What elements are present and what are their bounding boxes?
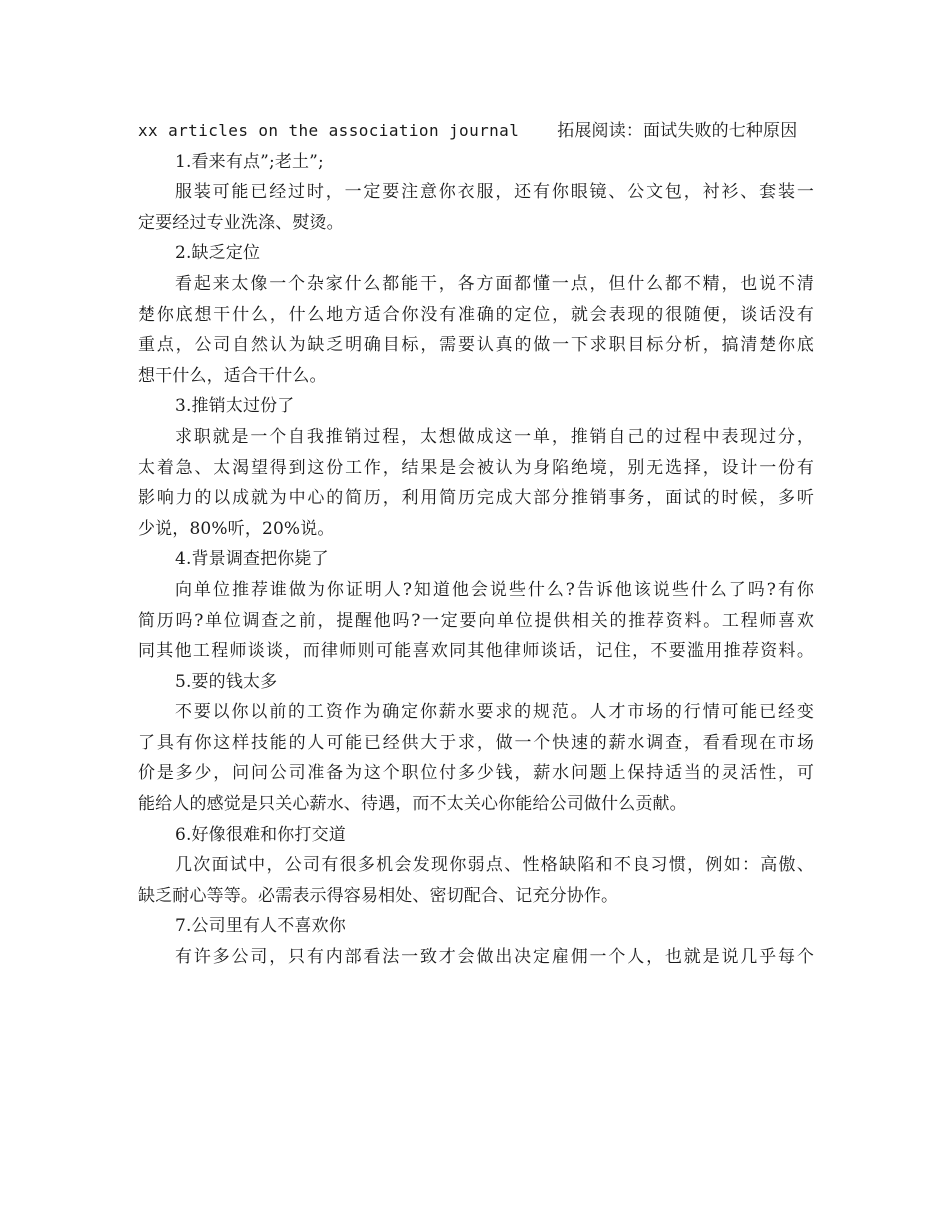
paragraph-line: 了具有你这样技能的人可能已经供大于求，做一个快速的薪水调查，看看现在市场 <box>138 732 814 753</box>
section-heading: 5.要的钱太多 <box>175 671 278 692</box>
paragraph-line: 服装可能已经过时，一定要注意你衣服，还有你眼镜、公文包，衬衫、套装一 <box>175 182 814 203</box>
paragraph-line: 楚你底想干什么，什么地方适合你没有准确的定位，就会表现的很随便，谈话没有 <box>138 304 814 325</box>
section-heading: 7.公司里有人不喜欢你 <box>175 916 346 937</box>
section-heading: 4.背景调查把你毙了 <box>175 549 329 570</box>
paragraph-line: 同其他工程师谈谈，而律师则可能喜欢同其他律师谈话，记住，不要滥用推荐资料。 <box>138 641 814 662</box>
section-heading: 3.推销太过份了 <box>175 396 295 417</box>
journal-header: xx articles on the association journal <box>138 121 520 140</box>
paragraph-line: 求职就是一个自我推销过程，太想做成这一单，推销自己的过程中表现过分， <box>175 426 814 447</box>
paragraph-line: 少说，80%听，20%说。 <box>138 518 335 539</box>
article-title: 拓展阅读：面试失败的七种原因 <box>557 121 798 141</box>
paragraph-lines <box>138 147 814 973</box>
paragraph-line: 缺乏耐心等等。必需表示得容易相处、密切配合、记充分协作。 <box>138 885 619 906</box>
paragraph-line: 看起来太像一个杂家什么都能干，各方面都懂一点，但什么都不精，也说不清 <box>175 273 814 294</box>
paragraph-line: 想干什么，适合干什么。 <box>138 365 327 386</box>
paragraph-line: 影响力的以成就为中心的简历，利用简历完成大部分推销事务，面试的时候，多听 <box>138 488 814 509</box>
section-heading: 1.看来有点”;老土”; <box>175 151 324 172</box>
paragraph-line: 几次面试中，公司有很多机会发现你弱点、性格缺陷和不良习惯，例如：高傲、 <box>175 855 814 876</box>
document-body <box>138 116 814 973</box>
paragraph-line: 价是多少，问问公司准备为这个职位付多少钱，薪水问题上保持适当的灵活性，可 <box>138 763 814 784</box>
document-header-line <box>138 116 814 147</box>
section-heading: 2.缺乏定位 <box>175 243 261 264</box>
paragraph-line: 简历吗?单位调查之前，提醒他吗?一定要向单位提供相关的推荐资料。工程师喜欢 <box>138 610 814 631</box>
paragraph-line: 太着急、太渴望得到这份工作，结果是会被认为身陷绝境，别无选择，设计一份有 <box>138 457 814 478</box>
paragraph-line: 重点，公司自然认为缺乏明确目标，需要认真的做一下求职目标分析，搞清楚你底 <box>138 335 814 356</box>
paragraph-line: 向单位推荐谁做为你证明人?知道他会说些什么?告诉他该说些什么了吗?有你 <box>175 579 814 600</box>
paragraph-line: 不要以你以前的工资作为确定你薪水要求的规范。人才市场的行情可能已经变 <box>175 702 814 723</box>
paragraph-line: 能给人的感觉是只关心薪水、待遇，而不太关心你能给公司做什么贡献。 <box>138 794 687 815</box>
paragraph-line: 有许多公司，只有内部看法一致才会做出决定雇佣一个人，也就是说几乎每个 <box>175 947 814 968</box>
section-heading: 6.好像很难和你打交道 <box>175 824 346 845</box>
paragraph-line: 定要经过专业洗涤、熨烫。 <box>138 212 344 233</box>
